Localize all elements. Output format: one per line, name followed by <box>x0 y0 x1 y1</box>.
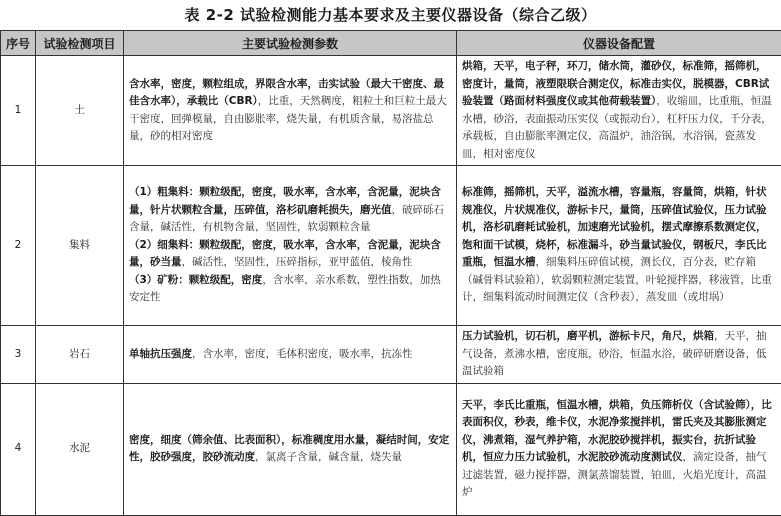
row-equipment <box>457 326 781 384</box>
key-text: （2）细集料：颗粒级配，密度，吸水率，含水率，含泥量，泥块含量，砂当量 <box>129 239 441 269</box>
row-params <box>124 326 457 384</box>
row-number: 4 <box>1 383 36 515</box>
secondary-text: ，含水率，亲水系数，塑性指数，加热安定性 <box>129 274 441 304</box>
header-params: 主要试验检测参数 <box>124 31 457 56</box>
row-params <box>124 166 457 326</box>
key-text: 密度，细度（筛余值、比表面积），标准稠度用水量，凝结时间，安定性，胶砂强度，胶砂流动度 <box>129 434 449 464</box>
key-text: 含水率，密度，颗粒组成，界限含水率，击实试验（最大干密度、最佳含水率），承载比（CBR） <box>129 78 444 108</box>
header-item: 试验检测项目 <box>36 31 124 56</box>
key-text: 压力试验机，切石机，磨平机，游标卡尺，角尺，烘箱 <box>462 330 714 342</box>
row-number: 1 <box>1 56 36 166</box>
table-row <box>1 166 781 326</box>
secondary-text: ，破碎砾石含量，碱活性，有机物含量，坚固性，软弱颗粒含量 <box>129 204 444 234</box>
key-text: 标准筛，摇筛机，天平，溢流水槽，容量瓶，容量筒，烘箱，针状规准仪，片状规准仪，游标卡尺，量筒，压碎值试验仪，压力试验机，洛杉矶磨耗试验机，加速磨光试验机，摆式摩擦系数测定仪，饱和面干试模，烧杯，标准漏斗，砂当量试验仪，钢板尺，李氏比重瓶，恒温水槽 <box>462 186 767 268</box>
capability-table <box>0 30 781 516</box>
table-row <box>1 383 781 515</box>
row-item: 水泥 <box>36 383 124 515</box>
key-text: （3）矿粉：颗粒级配，密度 <box>129 274 262 286</box>
header-row <box>1 31 781 56</box>
row-equipment <box>457 56 781 166</box>
header-no: 序号 <box>1 31 36 56</box>
row-number: 3 <box>1 326 36 384</box>
key-text: 单轴抗压强度 <box>129 348 192 360</box>
secondary-text: ，比重，天然稠度，粗粒土和巨粒土最大干密度，回弹模量，自由膨胀率，烧失量，有机质含量，易溶盐总量，砂的相对密度 <box>129 95 447 142</box>
table-row <box>1 326 781 384</box>
key-text: 天平，李氏比重瓶，恒温水槽，烘箱，负压筛析仪（含试验筛），比表面积仪，秒表，维卡仪，水泥净浆搅拌机，雷氏夹及其膨胀测定仪，沸煮箱，湿气养护箱，水泥胶砂搅拌机，振实台，抗折试验机，恒应力压力试验机，水泥胶砂流动度测试仪 <box>462 399 772 464</box>
key-text: 烘箱，天平，电子秤，环刀，储水筒，灌砂仪，标准筛，摇筛机，密度计，量筒，液塑限联合测定仪，标准击实仪，脱模器，CBR试验装置（路面材料强度仪或其他荷载装置） <box>462 60 769 107</box>
secondary-text: ，收缩皿，比重瓶，恒温水槽，砂浴，表面振动压实仪（或振动台），杠杆压力仪，千分表，承载板，自由膨胀率测定仪，高温炉，油浴锅，水浴锅，瓷蒸发皿，相对密度仪 <box>462 95 772 160</box>
header-equipment: 仪器设备配置 <box>457 31 781 56</box>
row-item: 土 <box>36 56 124 166</box>
row-number: 2 <box>1 166 36 326</box>
secondary-text: ，含水率，密度，毛体积密度，吸水率，抗冻性 <box>192 348 413 360</box>
secondary-text: ，细集料压碎值试模，测长仪，百分表，贮存箱（碱骨料试验箱），软弱颗粒测定装置，叶轮搅拌器，移液管，比重计，细集料流动时间测定仪（含秒表），蒸发皿（或坩埚） <box>462 256 772 303</box>
secondary-text: ，天平，抽气设备，煮沸水槽，密度瓶，砂浴，恒温水浴，破碎研磨设备，低温试验箱 <box>462 330 767 377</box>
secondary-text: ，氯离子含量，碱含量，烧失量 <box>255 451 402 463</box>
table-row <box>1 56 781 166</box>
key-text: （1）粗集料：颗粒级配，密度，吸水率，含水率，含泥量，泥块含量，针片状颗粒含量，压碎值，洛杉矶磨耗损失，磨光值 <box>129 186 441 216</box>
row-equipment <box>457 166 781 326</box>
row-params <box>124 56 457 166</box>
row-item: 集料 <box>36 166 124 326</box>
row-params <box>124 383 457 515</box>
secondary-text: ，滴定设备，抽气过滤装置，磁力搅拌器，测氯蒸馏装置，铂皿，火焰光度计，高温炉 <box>462 451 767 498</box>
row-item: 岩石 <box>36 326 124 384</box>
row-equipment <box>457 383 781 515</box>
secondary-text: ，碱活性，坚固性，压碎指标，亚甲蓝值，棱角性 <box>182 256 413 268</box>
table-title: 表 2-2 试验检测能力基本要求及主要仪器设备（综合乙级） <box>0 0 781 30</box>
